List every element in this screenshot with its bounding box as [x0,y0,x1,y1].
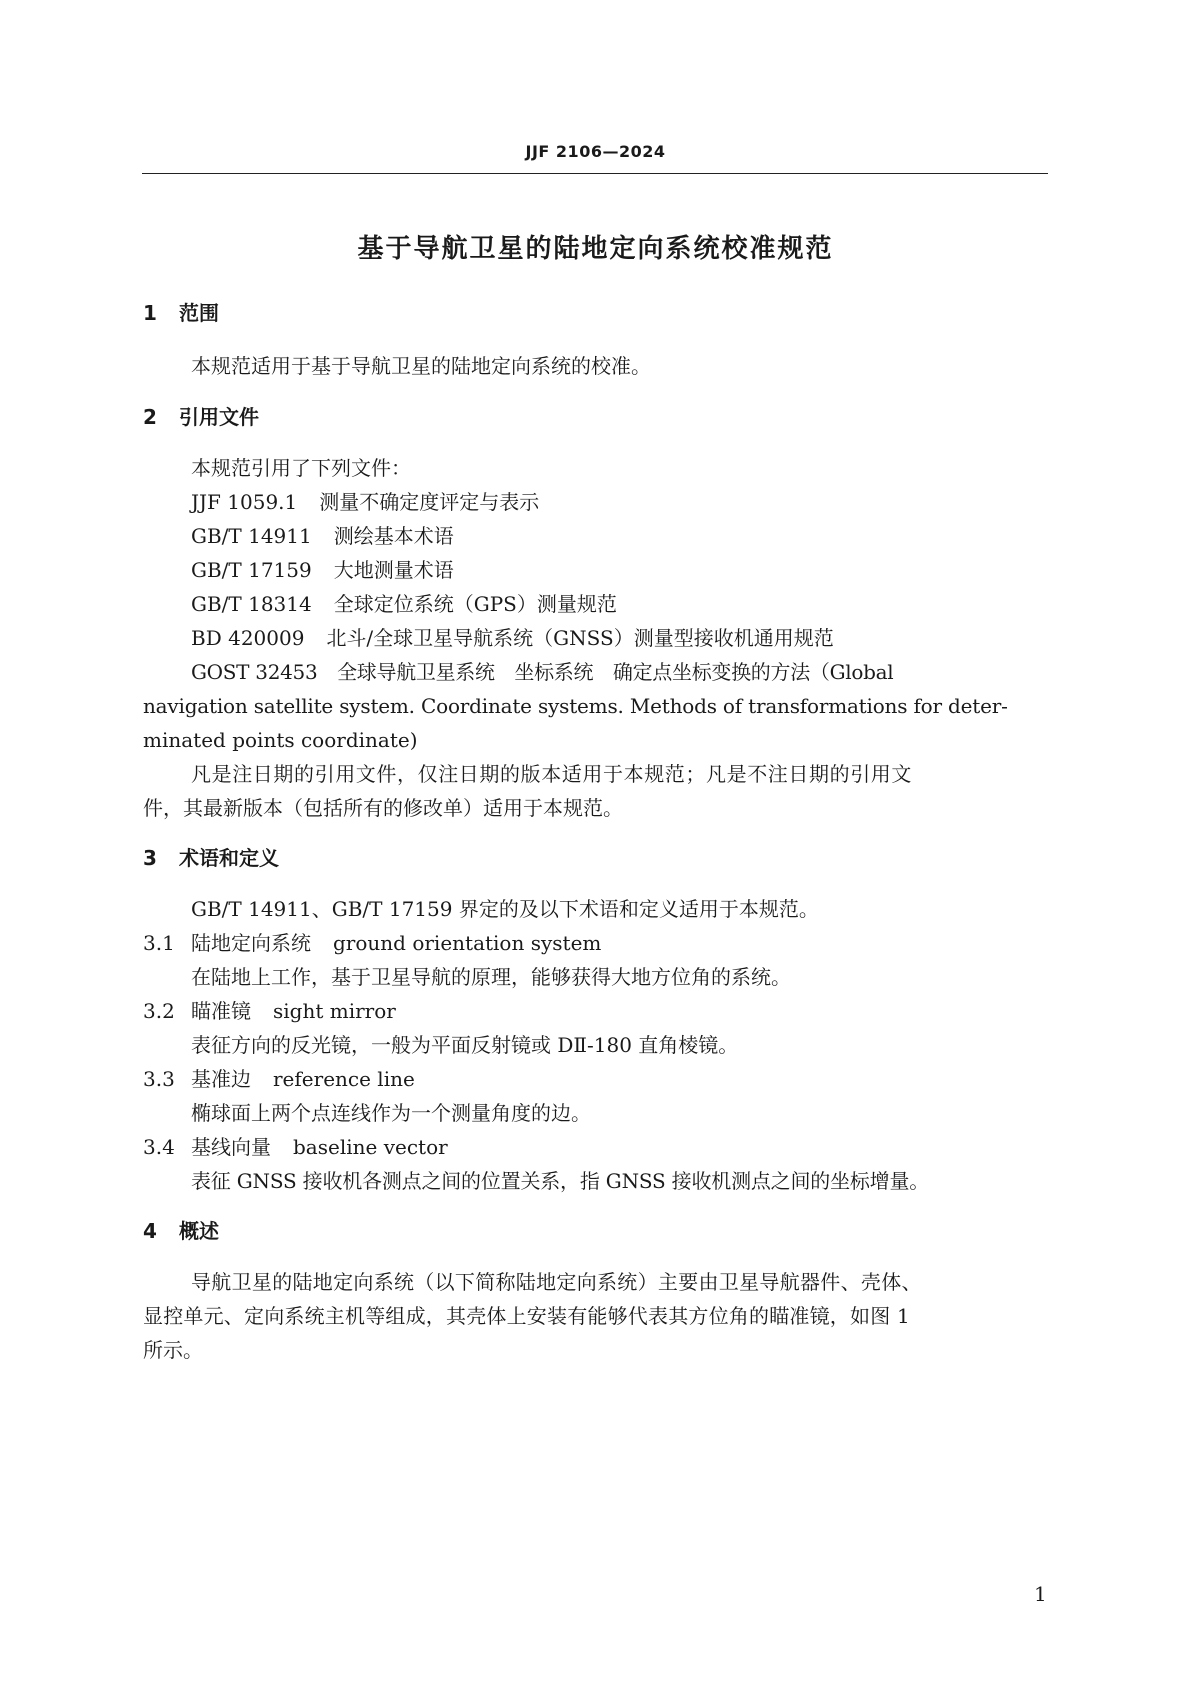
page-number: 1 [1034,1582,1047,1606]
header-rule [142,173,1048,174]
reference-code: JJF 1059.1 [191,490,298,514]
term-definition: 表征 GNSS 接收机各测点之间的位置关系，指 GNSS 接收机测点之间的坐标增量。 [191,1169,930,1193]
section-number: 1 [143,301,157,325]
reference-item [191,590,617,618]
term-definition: 在陆地上工作，基于卫星导航的原理，能够获得大地方位角的系统。 [191,965,791,989]
term-english: ground orientation system [333,931,602,955]
reference-title: 测量不确定度评定与表示 [319,490,540,514]
reference-code: GB/T 14911 [191,524,312,548]
overview-line-3: 所示。 [143,1338,203,1362]
term-number: 3.1 [143,931,175,955]
reference-gost-line-2: navigation satellite system. Coordinate systems. Methods of transformations for deter- [143,694,1008,718]
running-header: JJF 2106—2024 [525,142,666,161]
references-note-line-1: 凡是注日期的引用文件，仅注日期的版本适用于本规范；凡是不注日期的引用文 [191,762,912,786]
reference-title: 北斗/全球卫星导航系统（GNSS）测量型接收机通用规范 [326,626,834,650]
section-3-heading [143,844,279,872]
term-number: 3.4 [143,1135,175,1159]
references-intro: 本规范引用了下列文件： [191,456,411,480]
reference-item [191,624,834,652]
section-number: 4 [143,1219,157,1243]
document-title: 基于导航卫星的陆地定向系统校准规范 [357,234,834,264]
reference-item [191,522,454,550]
term-entry [143,929,601,957]
reference-title: 测绘基本术语 [333,524,454,548]
term-english: sight mirror [273,999,396,1023]
term-entry [143,997,396,1025]
reference-item [191,488,539,516]
term-chinese: 瞄准镜 [191,999,251,1023]
section-title: 术语和定义 [179,846,279,870]
reference-code: GB/T 18314 [191,592,312,616]
term-english: baseline vector [293,1135,448,1159]
term-number: 3.2 [143,999,175,1023]
term-chinese: 陆地定向系统 [191,931,311,955]
section-2-heading [143,403,259,431]
section-number: 2 [143,405,157,429]
term-english: reference line [273,1067,415,1091]
section-4-heading [143,1217,219,1245]
section-1-heading [143,299,219,327]
reference-title: 全球定位系统（GPS）测量规范 [333,592,617,616]
references-note-line-2: 件，其最新版本（包括所有的修改单）适用于本规范。 [143,796,623,820]
term-entry [143,1133,448,1161]
reference-item [191,556,454,584]
section-title: 概述 [179,1219,219,1243]
term-chinese: 基准边 [191,1067,251,1091]
terms-intro: GB/T 14911、GB/T 17159 界定的及以下术语和定义适用于本规范。 [191,897,819,921]
term-definition: 椭球面上两个点连线作为一个测量角度的边。 [191,1101,591,1125]
reference-gost-line-3: minated points coordinate) [143,728,418,752]
reference-title: 大地测量术语 [333,558,454,582]
reference-gost-line-1: GOST 32453 全球导航卫星系统 坐标系统 确定点坐标变换的方法（Global [191,660,894,684]
term-chinese: 基线向量 [191,1135,271,1159]
section-title: 范围 [179,301,219,325]
reference-code: GB/T 17159 [191,558,312,582]
section-title: 引用文件 [179,405,259,429]
term-entry [143,1065,415,1093]
section-number: 3 [143,846,157,870]
overview-line-1: 导航卫星的陆地定向系统（以下简称陆地定向系统）主要由卫星导航器件、壳体、 [191,1270,922,1294]
term-definition: 表征方向的反光镜，一般为平面反射镜或 DⅡ-180 直角棱镜。 [191,1033,739,1057]
reference-code: BD 420009 [191,626,305,650]
section-1-text: 本规范适用于基于导航卫星的陆地定向系统的校准。 [191,354,651,378]
term-number: 3.3 [143,1067,175,1091]
overview-line-2: 显控单元、定向系统主机等组成，其壳体上安装有能够代表其方位角的瞄准镜，如图 1 [143,1304,910,1328]
